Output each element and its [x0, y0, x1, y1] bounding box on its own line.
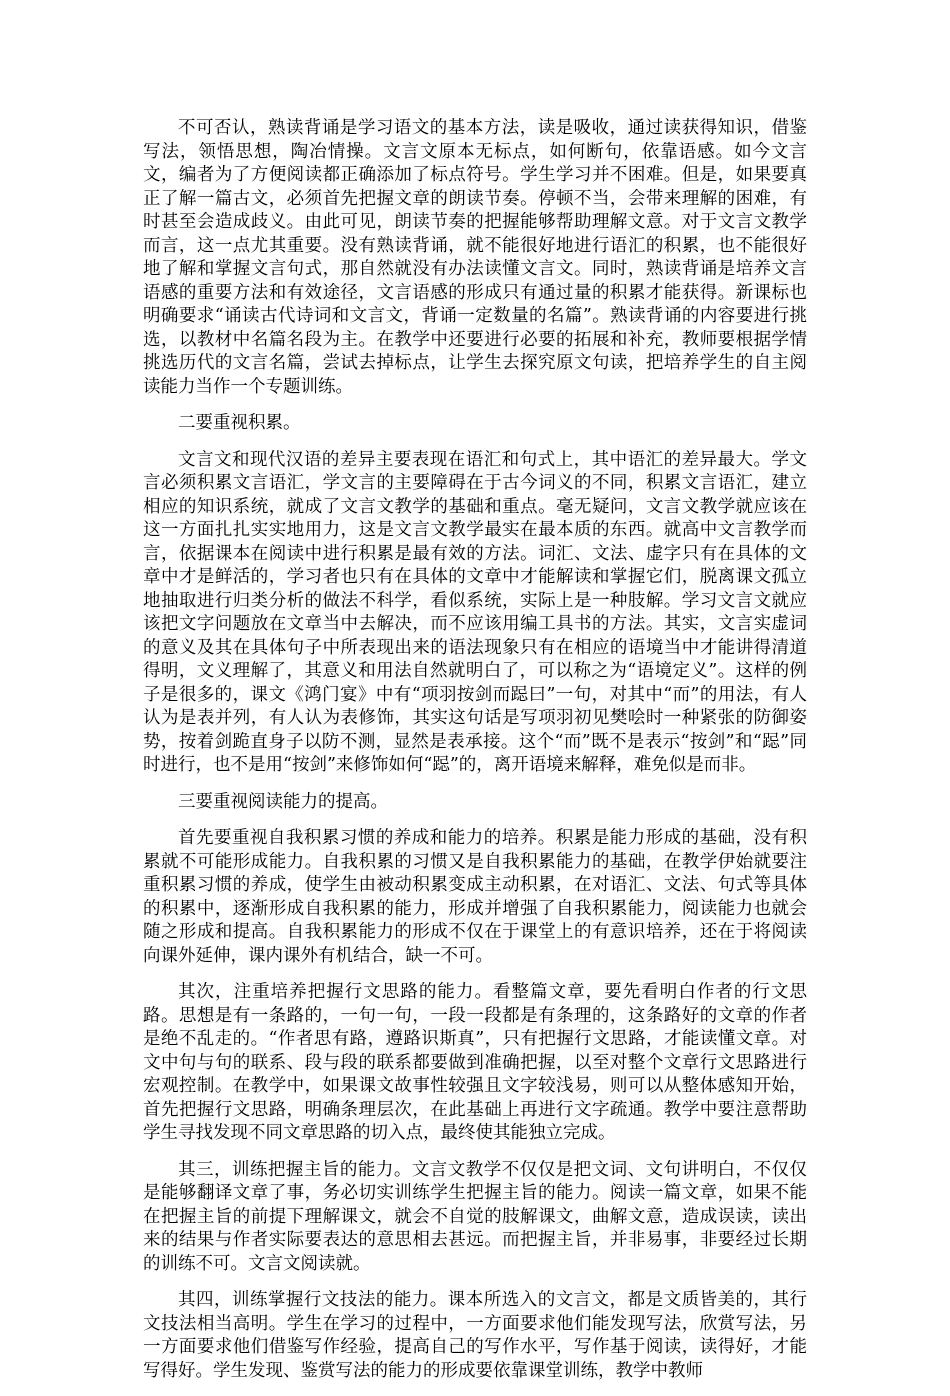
paragraph-writing-technique: 其四，训练掌握行文技法的能力。课本所选入的文言文，都是文质皆美的，其行文技法相当高明。学生在学习的过程中，一方面要求他们能发现写法，欣赏写法，另一方面要求他们借鉴写作经验，提高自己的写作水平，写作基于阅读，读得好，才能写得好。学生发现、鉴赏写法的能力的形成要依靠课堂训练，教学中教师: [143, 1290, 807, 1381]
paragraph-vocabulary-accumulation: 文言文和现代汉语的差异主要表现在语汇和句式上，其中语汇的差异最大。学文言必须积累文言语汇，学文言的主要障碍在于古今词义的不同，积累文言语汇，建立相应的知识系统，就成了文言文教学的基础和重点。毫无疑问，文言文教学就应该在这一方面扎扎实实地用力，这是文言文教学最实在最本质的东西。就高中文言教学而言，依据课本在阅读中进行积累是最有效的方法。词汇、文法、虚字只有在具体的文章中才是鲜活的，学习者也只有在具体的文章中才能解读和掌握它们，脱离课文孤立地抽取进行归类分析的做法不科学，看似系统，实际上是一种肢解。学习文言文就应该把文字问题放在文章当中去解决，而不应该用编工具书的方法。其实，文言实虚词的意义及其在具体句子中所表现出来的语法现象只有在相应的语境当中才能讲得清道得明，文义理解了，其意义和用法自然就明白了，可以称之为“语境定义”。这样的例子是很多的，课文《鸿门宴》中有“项羽按剑而跽曰”一句，对其中“而”的用法，有人认为是表并列，有人认为表修饰，其实这句话是写项羽初见樊哙时一种紧张的防御姿势，按着剑跪直身子以防不测，显然是表承接。这个“而”既不是表示“按剑”和“跽”同时进行，也不是用“按剑”来修饰如何“跽”的，离开语境来解释，难免似是而非。: [143, 449, 807, 775]
section-heading-reading-ability: 三要重视阅读能力的提高。: [178, 791, 388, 812]
document-body: [143, 117, 807, 1396]
paragraph-recitation: 不可否认，熟读背诵是学习语文的基本方法，读是吸收，通过读获得知识，借鉴写法，领悟思想，陶冶情操。文言文原本无标点，如何断句，依靠语感。如今文言文，编者为了方便阅读都正确添加了标点符号。学生学习并不困难。但是，如果要真正了解一篇古文，必须首先把握文章的朗读节奏。停顿不当，会带来理解的困难，有时甚至会造成歧义。由此可见，朗读节奏的把握能够帮助理解文意。对于文言文教学而言，这一点尤其重要。没有熟读背诵，就不能很好地进行语汇的积累，也不能很好地了解和掌握文言句式，那自然就没有办法读懂文言文。同时，熟读背诵是培养文言语感的重要方法和有效途径，文言语感的形成只有通过量的积累才能获得。新课标也明确要求“诵读古代诗词和文言文，背诵一定数量的名篇”。熟读背诵的内容要进行挑选，以教材中名篇名段为主。在教学中还要进行必要的拓展和补充，教师要根据学情挑选历代的文言名篇，尝试去掉标点，让学生去探究原文句读，把培养学生的自主阅读能力当作一个专题训练。: [143, 118, 807, 397]
section-heading-accumulation: 二要重视积累。: [178, 413, 301, 433]
paragraph-self-accumulation: 首先要重视自我积累习惯的养成和能力的培养。积累是能力形成的基础，没有积累就不可能形成能力。自我积累的习惯又是自我积累能力的基础，在教学伊始就要注重积累习惯的养成，使学生由被动积累变成主动积累，在对语汇、文法、句式等具体的积累中，逐渐形成自我积累的能力，形成并增强了自我积累能力，阅读能力也就会随之形成和提高。自我积累能力的形成不仅在于课堂上的有意识培养，还在于将阅读向课外延伸，课内课外有机结合，缺一不可。: [143, 828, 807, 966]
paragraph-writing-logic: 其次，注重培养把握行文思路的能力。看整篇文章，要先看明白作者的行文思路。思想是有一条路的，一句一句，一段一段都是有条理的，这条路好的文章的作者是绝不乱走的。“作者思有路，遵路识斯真”，只有把握行文思路，才能读懂文章。对文中句与句的联系、段与段的联系都要做到准确把握，以至对整个文章行文思路进行宏观控制。在教学中，如果课文故事性较强且文字较浅易，则可以从整体感知开始，首先把握行文思路，明确条理层次，在此基础上再进行文字疏通。教学中要注意帮助学生寻找发现不同文章思路的切入点，最终使其能独立完成。: [143, 982, 807, 1143]
paragraph-main-idea: 其三，训练把握主旨的能力。文言文教学不仅仅是把文词、文句讲明白，不仅仅是能够翻译文章了事，务必切实训练学生把握主旨的能力。阅读一篇文章，如果不能在把握主旨的前提下理解课文，就会不自觉的肢解课文，曲解文意，造成误读，读出来的结果与作者实际要表达的意思相去甚远。而把握主旨，并非易事，非要经过长期的训练不可。文言文阅读就。: [143, 1159, 807, 1274]
